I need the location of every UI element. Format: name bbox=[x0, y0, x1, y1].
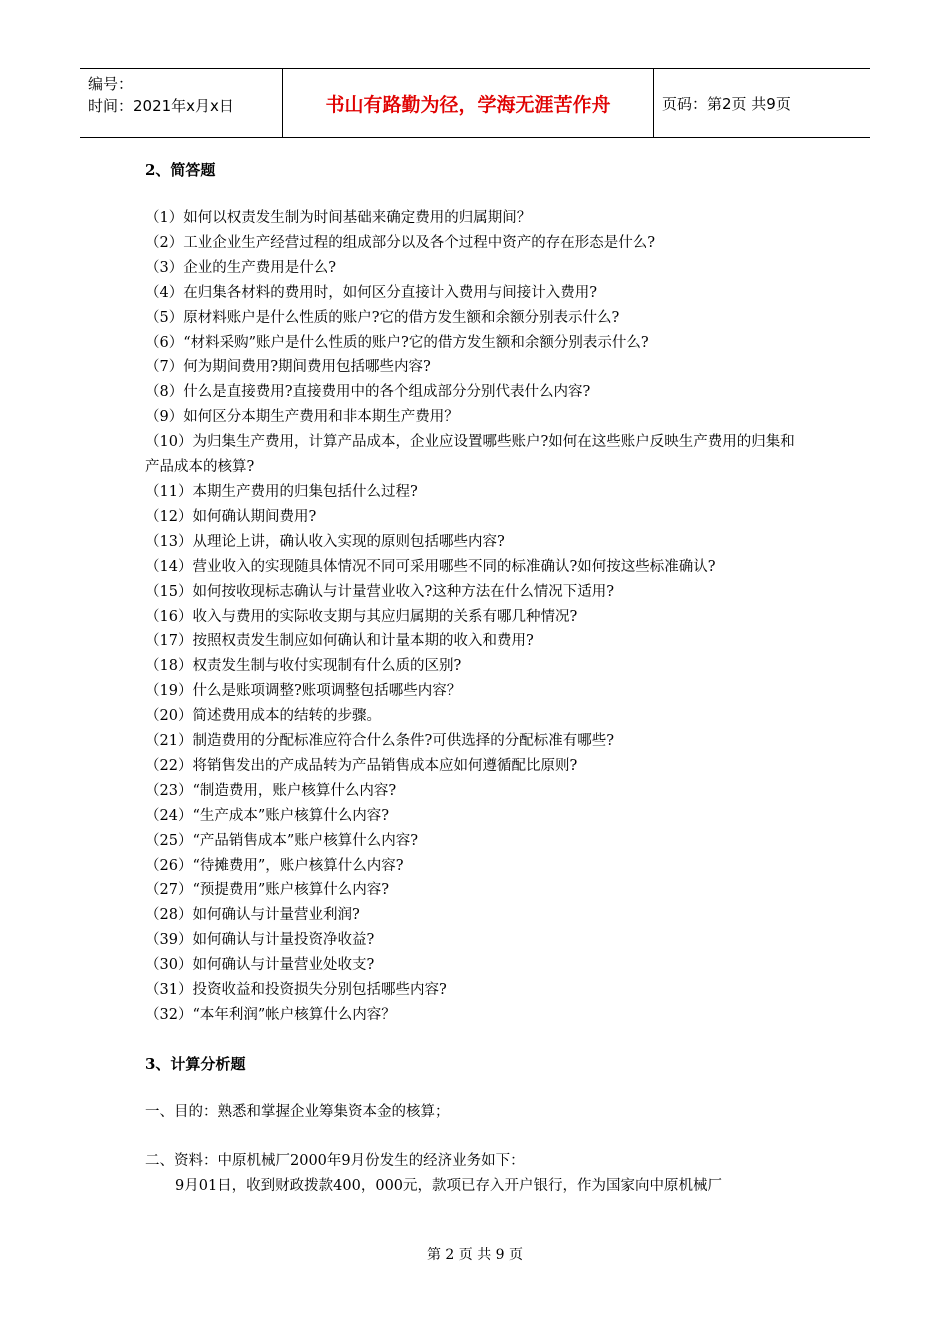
question-item: （20）简述费用成本的结转的步骤。 bbox=[145, 708, 381, 725]
header-meta bbox=[80, 69, 283, 137]
document-body bbox=[145, 158, 795, 1199]
question-item: （30）如何确认与计量营业处收支? bbox=[145, 957, 375, 974]
question-item: （7）何为期间费用?期间费用包括哪些内容? bbox=[145, 359, 431, 376]
question-item: （22）将销售发出的产成品转为产品销售成本应如何遵循配比原则? bbox=[145, 757, 578, 774]
page-footer: 第 2 页 共 9 页 bbox=[426, 1247, 524, 1263]
question-item: （39）如何确认与计量投资净收益? bbox=[145, 932, 375, 949]
question-item: （21）制造费用的分配标准应符合什么条件?可供选择的分配标准有哪些? bbox=[145, 733, 614, 750]
question-item: （24）“生产成本”账户核算什么内容? bbox=[145, 807, 390, 824]
question-item: （9）如何区分本期生产费用和非本期生产费用？ bbox=[145, 409, 459, 426]
question-item: （2）工业企业生产经营过程的组成部分以及各个过程中资产的存在形态是什么? bbox=[145, 234, 655, 251]
question-item: （11）本期生产费用的归集包括什么过程? bbox=[145, 483, 418, 500]
question-item: （31）投资收益和投资损失分别包括哪些内容? bbox=[145, 982, 447, 999]
question-item: （14）营业收入的实现随具体情况不同可采用哪些不同的标准确认?如何按这些标准确认? bbox=[145, 558, 716, 575]
question-item: （28）如何确认与计量营业利润? bbox=[145, 907, 360, 924]
question-item: （26）“待摊费用”，账户核算什么内容? bbox=[145, 857, 404, 874]
material-paragraph: 二、资料：中原机械厂2000年9月份发生的经济业务如下： bbox=[145, 1152, 525, 1169]
section-title-short-answer: 2、简答题 bbox=[145, 161, 216, 179]
question-item: （3）企业的生产费用是什么? bbox=[145, 259, 336, 276]
question-item: （13）从理论上讲，确认收入实现的原则包括哪些内容? bbox=[145, 533, 505, 550]
question-item: （27）“预提费用”账户核算什么内容? bbox=[145, 882, 390, 899]
transaction-item: 9月01日，收到财政拨款400，000元，款项已存入开户银行，作为国家向中原机械厂 bbox=[175, 1177, 723, 1194]
question-item: （25）“产品销售成本”账户核算什么内容? bbox=[145, 832, 419, 849]
question-item: （15）如何按收现标志确认与计量营业收入?这种方法在什么情况下适用? bbox=[145, 583, 614, 600]
question-item: （10）为归集生产费用，计算产品成本，企业应设置哪些账户?如何在这些账户反映生产费用的归集和产品成本的核算? bbox=[145, 434, 795, 476]
page-header bbox=[80, 68, 870, 138]
question-item: （1）如何以权责发生制为时间基础来确定费用的归属期间？ bbox=[145, 210, 532, 226]
question-item: （19）什么是账项调整?账项调整包括哪些内容？ bbox=[145, 683, 462, 700]
question-item: （8）什么是直接费用?直接费用中的各个组成部分分别代表什么内容? bbox=[145, 384, 591, 401]
time-label: 时间：2021年x月x日 bbox=[88, 97, 234, 115]
question-item: （5）原材料账户是什么性质的账户?它的借方发生额和余额分别表示什么? bbox=[145, 309, 620, 326]
question-item: （23）“制造费用，账户核算什么内容? bbox=[145, 782, 397, 799]
question-item: （18）权责发生制与收付实现制有什么质的区别? bbox=[145, 658, 462, 675]
question-list bbox=[145, 206, 795, 1028]
question-item: （4）在归集各材料的费用时，如何区分直接计入费用与间接计入费用? bbox=[145, 284, 597, 301]
question-item: （6）“材料采购”账户是什么性质的账户?它的借方发生额和余额分别表示什么? bbox=[145, 334, 649, 351]
purpose-paragraph: 一、目的：熟悉和掌握企业筹集资本金的核算； bbox=[145, 1103, 450, 1120]
question-item: （17）按照权责发生制应如何确认和计量本期的收入和费用? bbox=[145, 633, 534, 650]
header-motto: 书山有路勤为径，学海无涯苦作舟 bbox=[283, 69, 654, 137]
question-item: （32）“本年利润”帐户核算什么内容？ bbox=[145, 1007, 396, 1023]
question-item: （16）收入与费用的实际收支期与其应归属期的关系有哪几种情况? bbox=[145, 608, 578, 625]
header-page-info: 页码：第2页 共9页 bbox=[662, 94, 791, 113]
question-item: （12）如何确认期间费用? bbox=[145, 508, 317, 525]
number-label: 编号： bbox=[88, 75, 134, 93]
section-title-calculation: 3、计算分析题 bbox=[145, 1054, 246, 1073]
